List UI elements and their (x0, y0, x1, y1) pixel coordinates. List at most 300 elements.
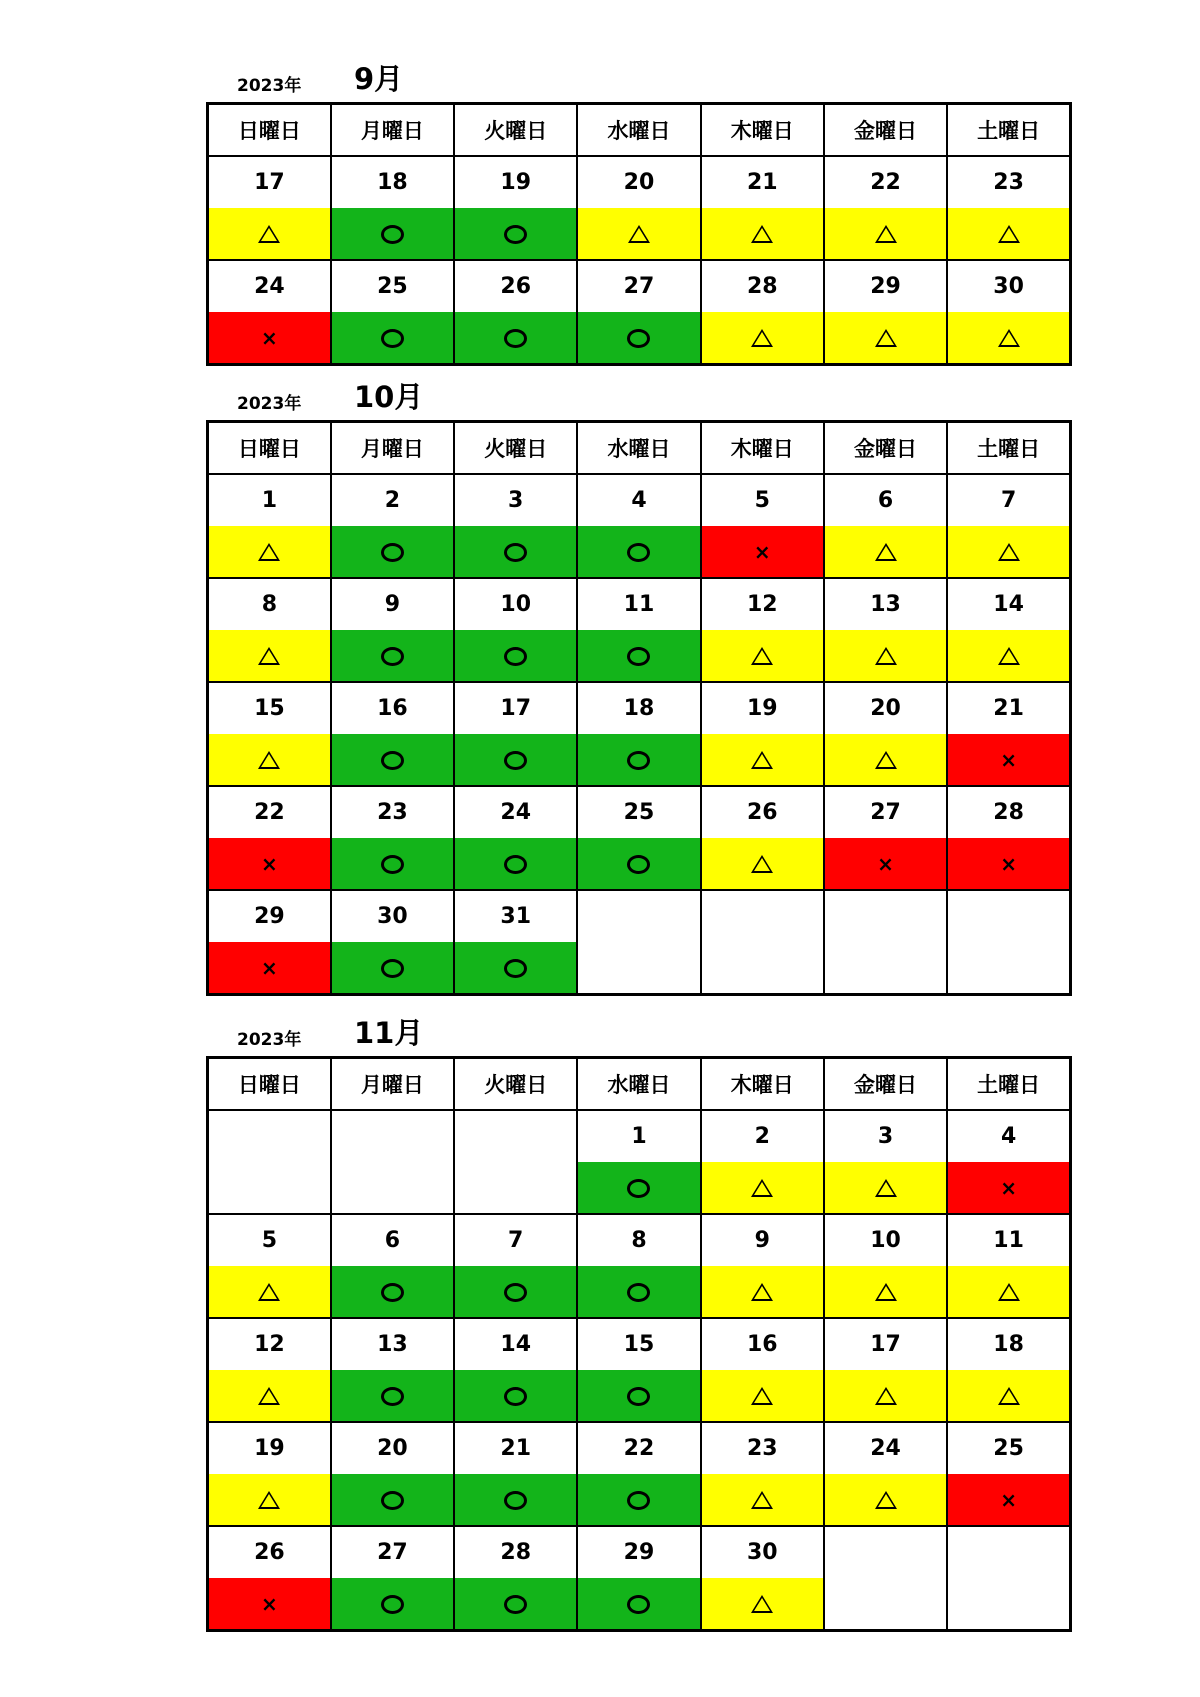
date-cell: 13 (824, 578, 947, 630)
status-cell (701, 1370, 824, 1422)
status-cell (331, 1474, 454, 1526)
status-cell (947, 734, 1070, 786)
month-header (206, 62, 1072, 102)
empty-cell (208, 1162, 331, 1214)
circle-icon (627, 543, 650, 562)
cross-icon: × (261, 1592, 278, 1616)
status-cell (331, 312, 454, 365)
circle-icon (504, 1283, 527, 1302)
date-cell: 20 (577, 156, 700, 208)
date-cell: 4 (947, 1110, 1070, 1162)
date-row (208, 1318, 1071, 1370)
triangle-icon (258, 543, 280, 561)
date-cell: 9 (701, 1214, 824, 1266)
date-cell: 11 (947, 1214, 1070, 1266)
circle-icon (627, 647, 650, 666)
date-cell: 17 (208, 156, 331, 208)
triangle-icon (751, 1491, 773, 1509)
date-cell: 20 (331, 1422, 454, 1474)
date-cell: 4 (577, 474, 700, 526)
date-cell: 3 (454, 474, 577, 526)
circle-icon (504, 329, 527, 348)
date-cell: 5 (208, 1214, 331, 1266)
status-cell (947, 838, 1070, 890)
triangle-icon (258, 1491, 280, 1509)
circle-icon (627, 1179, 650, 1198)
circle-icon (381, 855, 404, 874)
triangle-icon (751, 1179, 773, 1197)
status-row (208, 1578, 1071, 1631)
date-cell: 23 (701, 1422, 824, 1474)
date-cell: 12 (208, 1318, 331, 1370)
date-cell: 28 (947, 786, 1070, 838)
year-label: 2023年 (237, 76, 302, 96)
date-cell: 18 (331, 156, 454, 208)
calendar-table (206, 420, 1072, 996)
cross-icon: × (753, 540, 771, 564)
date-cell: 15 (208, 682, 331, 734)
triangle-icon (998, 1283, 1020, 1301)
triangle-icon (998, 543, 1020, 561)
year-label: 2023年 (237, 1030, 302, 1050)
weekday-header-row (208, 422, 1071, 475)
triangle-icon (875, 225, 897, 243)
date-cell: 30 (947, 260, 1070, 312)
calendar-table (206, 1056, 1072, 1632)
circle-icon (504, 543, 527, 562)
status-row (208, 1474, 1071, 1526)
empty-cell (701, 890, 824, 942)
status-cell (577, 1162, 700, 1214)
status-row (208, 734, 1071, 786)
date-cell: 31 (454, 890, 577, 942)
date-cell: 8 (577, 1214, 700, 1266)
status-cell (947, 208, 1070, 260)
status-cell (454, 838, 577, 890)
triangle-icon (875, 1179, 897, 1197)
status-cell (454, 1370, 577, 1422)
weekday-header: 日曜日 (208, 422, 331, 475)
cross-icon: × (1000, 748, 1017, 772)
triangle-icon (998, 225, 1020, 243)
status-cell (947, 526, 1070, 578)
triangle-icon (751, 1283, 773, 1301)
date-cell: 22 (824, 156, 947, 208)
date-cell: 26 (701, 786, 824, 838)
empty-cell (454, 1162, 577, 1214)
date-cell: 1 (577, 1110, 700, 1162)
triangle-icon (751, 855, 773, 873)
status-cell (577, 1474, 700, 1526)
date-cell: 6 (331, 1214, 454, 1266)
date-cell: 27 (824, 786, 947, 838)
circle-icon (381, 1491, 404, 1510)
triangle-icon (258, 1387, 280, 1405)
month-header (206, 380, 1072, 420)
status-cell (947, 1266, 1070, 1318)
triangle-icon (258, 751, 280, 769)
status-cell (577, 312, 700, 365)
status-cell (701, 1578, 824, 1631)
status-cell (824, 312, 947, 365)
date-cell: 1 (208, 474, 331, 526)
status-cell (577, 1266, 700, 1318)
weekday-header: 火曜日 (454, 104, 577, 157)
year-label: 2023年 (237, 394, 302, 414)
date-cell: 16 (701, 1318, 824, 1370)
date-cell: 19 (701, 682, 824, 734)
status-cell (454, 208, 577, 260)
date-cell: 7 (947, 474, 1070, 526)
status-cell (208, 312, 331, 365)
status-row (208, 208, 1071, 260)
weekday-header: 木曜日 (701, 1058, 824, 1111)
circle-icon (381, 1283, 404, 1302)
date-cell: 19 (208, 1422, 331, 1474)
date-cell: 9 (331, 578, 454, 630)
weekday-header: 金曜日 (824, 104, 947, 157)
weekday-header: 金曜日 (824, 422, 947, 475)
calendar-table (206, 102, 1072, 366)
date-cell: 21 (701, 156, 824, 208)
cross-icon: × (261, 852, 278, 876)
status-cell (331, 526, 454, 578)
status-cell (331, 838, 454, 890)
empty-cell (824, 1578, 947, 1631)
date-cell: 11 (577, 578, 700, 630)
status-cell (208, 838, 331, 890)
weekday-header: 月曜日 (331, 104, 454, 157)
date-cell: 30 (701, 1526, 824, 1578)
weekday-header: 金曜日 (824, 1058, 947, 1111)
triangle-icon (875, 543, 897, 561)
date-cell: 25 (947, 1422, 1070, 1474)
date-cell: 21 (454, 1422, 577, 1474)
status-cell (454, 734, 577, 786)
circle-icon (627, 751, 650, 770)
circle-icon (504, 959, 527, 978)
empty-cell (331, 1162, 454, 1214)
date-cell: 23 (947, 156, 1070, 208)
date-row (208, 1110, 1071, 1162)
empty-cell (577, 942, 700, 995)
cross-icon: × (1000, 1176, 1017, 1200)
circle-icon (504, 855, 527, 874)
status-cell (824, 1474, 947, 1526)
status-cell (577, 208, 700, 260)
status-cell (331, 208, 454, 260)
triangle-icon (875, 1491, 897, 1509)
month-label: 10月 (354, 380, 424, 414)
date-cell: 29 (577, 1526, 700, 1578)
date-cell: 6 (824, 474, 947, 526)
status-cell (824, 838, 947, 890)
status-cell (331, 734, 454, 786)
date-row (208, 474, 1071, 526)
empty-cell (577, 890, 700, 942)
date-cell: 8 (208, 578, 331, 630)
status-cell (454, 312, 577, 365)
status-row (208, 1370, 1071, 1422)
triangle-icon (751, 751, 773, 769)
date-row (208, 1526, 1071, 1578)
date-cell: 24 (824, 1422, 947, 1474)
month-label: 9月 (354, 62, 404, 96)
triangle-icon (998, 1387, 1020, 1405)
date-row (208, 156, 1071, 208)
weekday-header: 土曜日 (947, 104, 1070, 157)
date-cell: 25 (577, 786, 700, 838)
status-cell (208, 630, 331, 682)
date-cell: 10 (824, 1214, 947, 1266)
circle-icon (381, 543, 404, 562)
status-cell (331, 1370, 454, 1422)
status-cell (454, 1578, 577, 1631)
circle-icon (504, 751, 527, 770)
status-cell (701, 526, 824, 578)
triangle-icon (998, 647, 1020, 665)
status-row (208, 942, 1071, 995)
date-cell: 24 (208, 260, 331, 312)
date-cell: 2 (331, 474, 454, 526)
date-row (208, 260, 1071, 312)
empty-cell (824, 890, 947, 942)
weekday-header: 月曜日 (331, 1058, 454, 1111)
calendar-november (206, 1016, 1072, 1632)
status-cell (577, 1578, 700, 1631)
status-cell (947, 1162, 1070, 1214)
status-cell (208, 208, 331, 260)
circle-icon (381, 959, 404, 978)
triangle-icon (875, 751, 897, 769)
triangle-icon (751, 329, 773, 347)
triangle-icon (998, 329, 1020, 347)
cross-icon: × (1000, 1488, 1017, 1512)
status-cell (454, 942, 577, 995)
circle-icon (381, 1595, 404, 1614)
date-cell: 13 (331, 1318, 454, 1370)
date-cell: 27 (331, 1526, 454, 1578)
circle-icon (504, 1387, 527, 1406)
weekday-header: 日曜日 (208, 1058, 331, 1111)
date-cell: 16 (331, 682, 454, 734)
empty-cell (947, 942, 1070, 995)
triangle-icon (628, 225, 650, 243)
triangle-icon (751, 1387, 773, 1405)
date-cell: 29 (208, 890, 331, 942)
weekday-header-row (208, 1058, 1071, 1111)
empty-cell (824, 1526, 947, 1578)
empty-cell (454, 1110, 577, 1162)
date-cell: 17 (454, 682, 577, 734)
empty-cell (947, 1578, 1070, 1631)
date-cell: 5 (701, 474, 824, 526)
status-cell (331, 942, 454, 995)
date-cell: 14 (947, 578, 1070, 630)
status-cell (577, 1370, 700, 1422)
status-cell (824, 1266, 947, 1318)
circle-icon (627, 1595, 650, 1614)
cross-icon: × (261, 956, 278, 980)
status-cell (947, 630, 1070, 682)
date-cell: 20 (824, 682, 947, 734)
status-cell (701, 312, 824, 365)
status-cell (947, 312, 1070, 365)
date-cell: 12 (701, 578, 824, 630)
date-row (208, 578, 1071, 630)
date-cell: 25 (331, 260, 454, 312)
circle-icon (381, 647, 404, 666)
date-row (208, 1214, 1071, 1266)
circle-icon (627, 855, 650, 874)
status-cell (454, 1266, 577, 1318)
status-cell (824, 734, 947, 786)
calendar-september (206, 62, 1072, 366)
circle-icon (627, 1491, 650, 1510)
date-row (208, 786, 1071, 838)
date-cell: 23 (331, 786, 454, 838)
weekday-header: 木曜日 (701, 422, 824, 475)
status-row (208, 838, 1071, 890)
circle-icon (627, 1283, 650, 1302)
status-cell (824, 630, 947, 682)
cross-icon: × (261, 326, 278, 350)
circle-icon (381, 751, 404, 770)
empty-cell (947, 890, 1070, 942)
status-cell (824, 1370, 947, 1422)
date-row (208, 1422, 1071, 1474)
circle-icon (381, 225, 404, 244)
weekday-header: 土曜日 (947, 422, 1070, 475)
status-cell (454, 1474, 577, 1526)
status-cell (208, 942, 331, 995)
status-cell (701, 630, 824, 682)
status-cell (454, 526, 577, 578)
status-cell (208, 1266, 331, 1318)
status-row (208, 526, 1071, 578)
status-cell (577, 734, 700, 786)
status-cell (701, 1266, 824, 1318)
status-cell (208, 1474, 331, 1526)
date-cell: 26 (208, 1526, 331, 1578)
weekday-header: 火曜日 (454, 1058, 577, 1111)
date-cell: 17 (824, 1318, 947, 1370)
circle-icon (381, 329, 404, 348)
weekday-header: 水曜日 (577, 1058, 700, 1111)
date-cell: 10 (454, 578, 577, 630)
status-cell (577, 526, 700, 578)
status-cell (701, 1162, 824, 1214)
status-cell (577, 630, 700, 682)
weekday-header: 土曜日 (947, 1058, 1070, 1111)
triangle-icon (875, 1283, 897, 1301)
triangle-icon (875, 329, 897, 347)
status-cell (824, 526, 947, 578)
status-cell (947, 1370, 1070, 1422)
empty-cell (824, 942, 947, 995)
triangle-icon (751, 647, 773, 665)
month-header (206, 1016, 1072, 1056)
triangle-icon (258, 647, 280, 665)
status-cell (824, 1162, 947, 1214)
triangle-icon (258, 1283, 280, 1301)
triangle-icon (875, 647, 897, 665)
empty-cell (701, 942, 824, 995)
date-cell: 14 (454, 1318, 577, 1370)
circle-icon (504, 647, 527, 666)
status-cell (701, 1474, 824, 1526)
circle-icon (504, 1491, 527, 1510)
date-cell: 26 (454, 260, 577, 312)
status-cell (208, 526, 331, 578)
circle-icon (381, 1387, 404, 1406)
weekday-header: 月曜日 (331, 422, 454, 475)
weekday-header-row (208, 104, 1071, 157)
weekday-header: 水曜日 (577, 104, 700, 157)
empty-cell (208, 1110, 331, 1162)
date-cell: 18 (577, 682, 700, 734)
date-cell: 28 (701, 260, 824, 312)
date-row (208, 682, 1071, 734)
date-cell: 21 (947, 682, 1070, 734)
weekday-header: 日曜日 (208, 104, 331, 157)
date-cell: 22 (208, 786, 331, 838)
triangle-icon (751, 1595, 773, 1613)
date-cell: 19 (454, 156, 577, 208)
status-row (208, 312, 1071, 365)
date-cell: 24 (454, 786, 577, 838)
weekday-header: 火曜日 (454, 422, 577, 475)
date-cell: 27 (577, 260, 700, 312)
status-cell (454, 630, 577, 682)
status-row (208, 1162, 1071, 1214)
status-row (208, 1266, 1071, 1318)
date-cell: 22 (577, 1422, 700, 1474)
status-cell (947, 1474, 1070, 1526)
date-row (208, 890, 1071, 942)
status-cell (208, 1578, 331, 1631)
status-cell (701, 838, 824, 890)
circle-icon (627, 329, 650, 348)
calendar-october (206, 380, 1072, 996)
status-cell (208, 734, 331, 786)
date-cell: 7 (454, 1214, 577, 1266)
status-row (208, 630, 1071, 682)
circle-icon (504, 1595, 527, 1614)
status-cell (331, 1578, 454, 1631)
empty-cell (331, 1110, 454, 1162)
cross-icon: × (1000, 852, 1017, 876)
date-cell: 29 (824, 260, 947, 312)
date-cell: 3 (824, 1110, 947, 1162)
empty-cell (947, 1526, 1070, 1578)
status-cell (208, 1370, 331, 1422)
triangle-icon (751, 225, 773, 243)
status-cell (824, 208, 947, 260)
circle-icon (504, 225, 527, 244)
status-cell (331, 1266, 454, 1318)
weekday-header: 木曜日 (701, 104, 824, 157)
date-cell: 30 (331, 890, 454, 942)
status-cell (701, 208, 824, 260)
status-cell (577, 838, 700, 890)
date-cell: 18 (947, 1318, 1070, 1370)
month-label: 11月 (354, 1016, 424, 1050)
weekday-header: 水曜日 (577, 422, 700, 475)
cross-icon: × (877, 852, 894, 876)
triangle-icon (258, 225, 280, 243)
triangle-icon (875, 1387, 897, 1405)
